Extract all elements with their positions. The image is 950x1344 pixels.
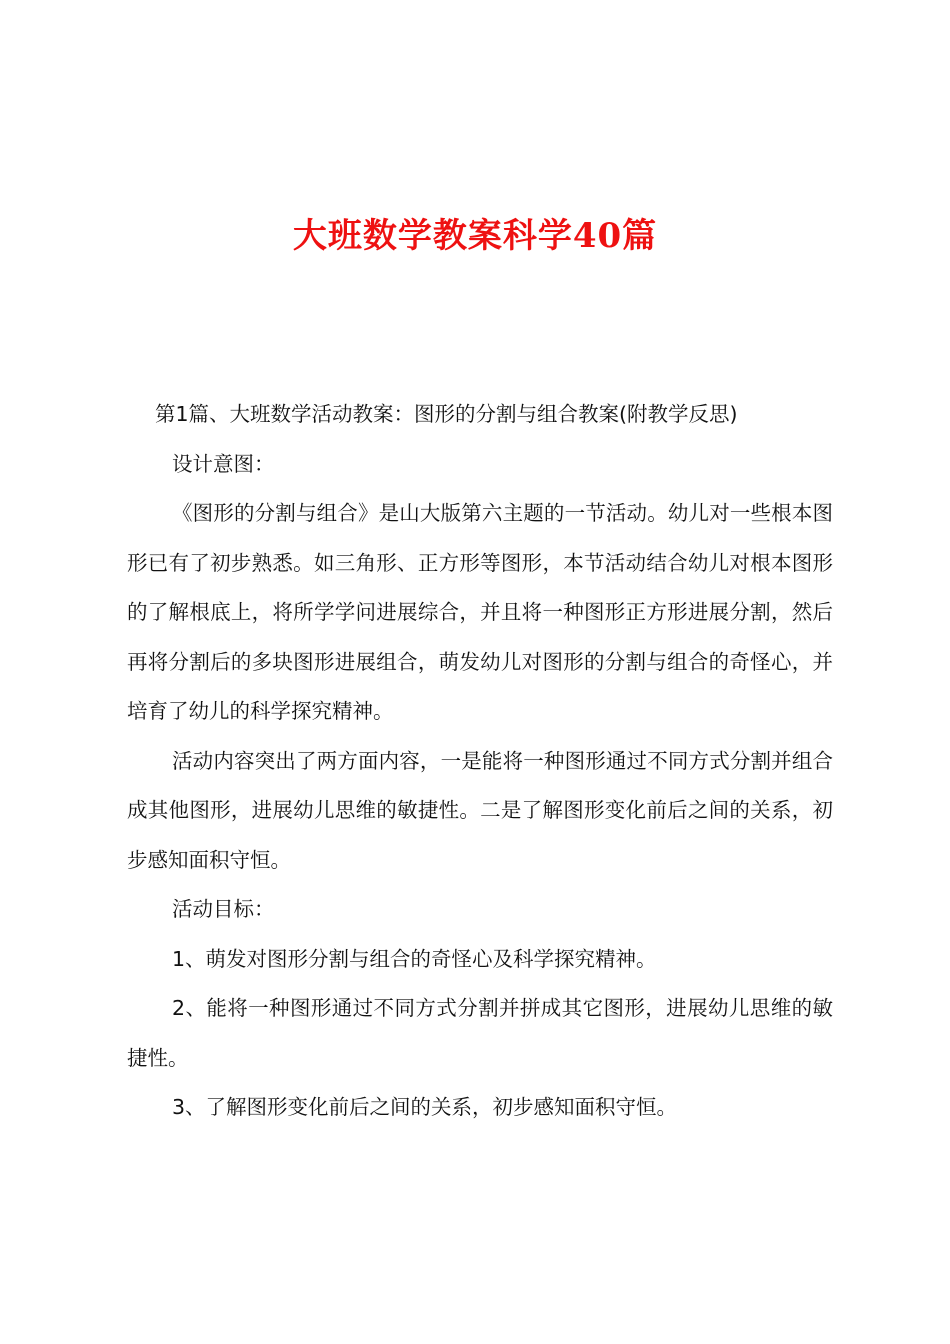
paragraph-goal-2: 2、能将一种图形通过不同方式分割并拼成其它图形，进展幼儿思维的敏捷性。 [127, 996, 833, 1070]
paragraph-goal-3: 3、了解图形变化前后之间的关系，初步感知面积守恒。 [172, 1095, 678, 1119]
paragraph-design-intent-label: 设计意图： [172, 451, 275, 476]
document-title: 大班数学教案科学40篇 [292, 216, 658, 256]
section-heading: 第1篇、大班数学活动教案：图形的分割与组合教案(附教学反思) [155, 402, 738, 426]
paragraph-goal-1: 1、萌发对图形分割与组合的奇怪心及科学探究精神。 [172, 946, 657, 971]
document-body [127, 390, 833, 1133]
paragraph-design-intent: 《图形的分割与组合》是山大版第六主题的一节活动。幼儿对一些根本图形已有了初步熟悉。如三角形、正方形等图形，本节活动结合幼儿对根本图形的了解根底上，将所学学问进展综合，并且将一种图形正方形进展分割，然后再将分割后的多块图形进展组合，萌发幼儿对图形的分割与组合的奇怪心，并培育了幼儿的科学探究精神。 [127, 501, 833, 723]
paragraph-activity-content: 活动内容突出了两方面内容，一是能将一种图形通过不同方式分割并组合成其他图形，进展幼儿思维的敏捷性。二是了解图形变化前后之间的关系，初步感知面积守恒。 [127, 748, 833, 872]
paragraph-goals-label: 活动目标： [172, 897, 275, 921]
